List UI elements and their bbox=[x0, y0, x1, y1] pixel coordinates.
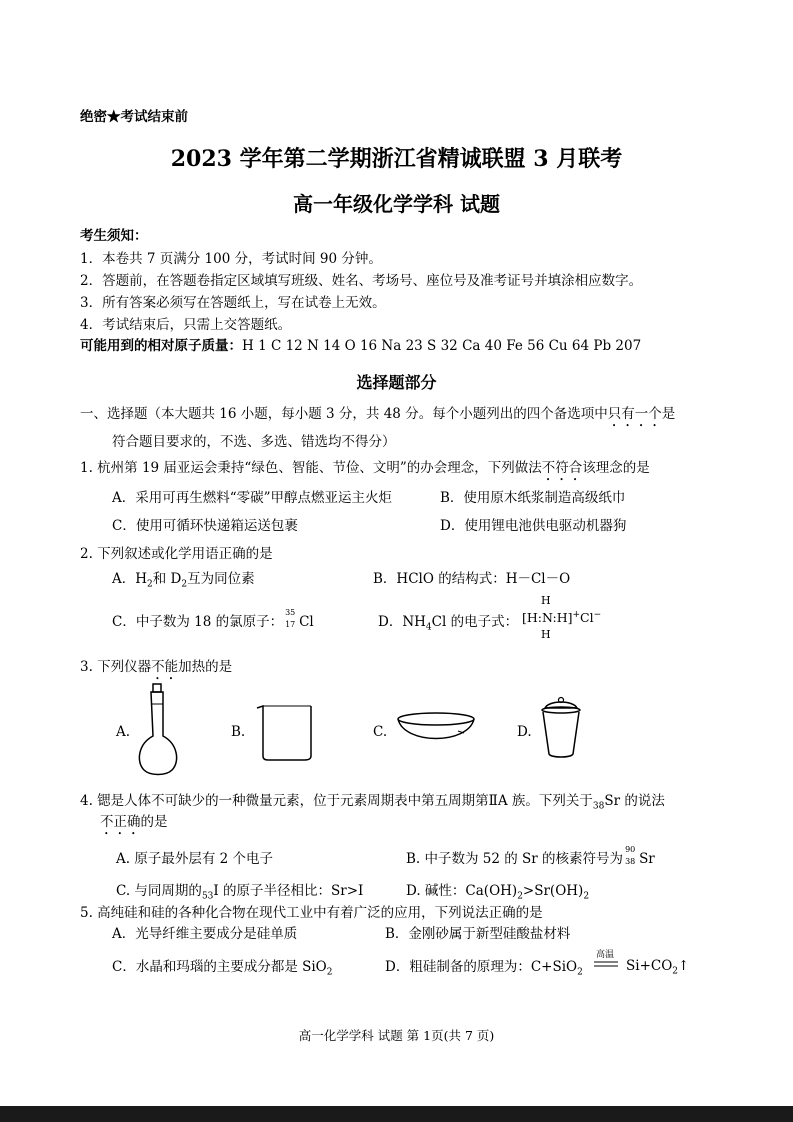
note-item: 1．本卷共 7 页满分 100 分，考试时间 90 分钟。 bbox=[80, 251, 382, 267]
q4-d-sub: 2 bbox=[517, 891, 523, 902]
q2-d-sub: 4 bbox=[425, 622, 432, 633]
section-intro-text-end: 是 bbox=[661, 406, 676, 422]
nuclide-notation bbox=[623, 845, 639, 866]
q5-option-b: B．金刚砂属于新型硅酸盐材料 bbox=[385, 926, 571, 942]
q2-c-text: C．中子数为 18 的氯原子： bbox=[112, 614, 284, 630]
q4-stem-line2 bbox=[100, 810, 168, 838]
electron-formula-bottom-h: H bbox=[541, 628, 551, 641]
q5-d-product bbox=[626, 958, 689, 977]
confidential-mark: 绝密★考试结束前 bbox=[80, 109, 188, 125]
q4-c-sub: 53 bbox=[201, 891, 214, 902]
q2-a-text-mid: 和 D bbox=[152, 571, 182, 587]
q1-stem-emphasis: 不符合 bbox=[541, 460, 583, 476]
q3-label-b: B. bbox=[231, 724, 246, 740]
q3-stem bbox=[80, 655, 232, 683]
q1-option-b: B．使用原木纸浆制造高级纸巾 bbox=[440, 490, 626, 506]
note-item: 2．答题前，在答题卷指定区域填写班级、姓名、考场号、座位号及准考证号并填涂相应数字。 bbox=[80, 273, 643, 289]
q2-d-text: D．NH bbox=[378, 614, 426, 630]
electron-formula-core: [H:N:H] bbox=[522, 610, 573, 626]
q5-d-sub: 2 bbox=[577, 967, 583, 978]
q4-d-text-mid: >Sr(OH) bbox=[522, 883, 584, 899]
q2-a-sub: 2 bbox=[147, 579, 153, 590]
q2-a-sub2: 2 bbox=[181, 579, 188, 590]
gas-arrow: ↑ bbox=[678, 958, 690, 974]
q5-c-sub: 2 bbox=[326, 967, 333, 978]
q1-stem-text: 1. 杭州第 19 届亚运会秉持“绿色、智能、节俭、文明”的办会理念，下列做法 bbox=[80, 460, 542, 476]
electron-formula-top-h: H bbox=[541, 594, 551, 607]
note-item: 3．所有答案必须写在答题纸上，写在试卷上无效。 bbox=[80, 295, 386, 311]
q3-stem-end: 加热的是 bbox=[178, 659, 233, 675]
q4-stem-emphasis: 不正确 bbox=[100, 814, 141, 830]
atomic-number: 17 bbox=[285, 620, 296, 629]
q4-stem-sub: 38 bbox=[592, 801, 605, 812]
q5-c-text: C．水晶和玛瑙的主要成分都是 SiO bbox=[112, 959, 327, 975]
q4-option-d bbox=[406, 879, 589, 902]
electron-formula bbox=[522, 610, 601, 625]
atomic-number: 38 bbox=[625, 857, 636, 866]
volumetric-flask-icon bbox=[136, 682, 180, 778]
atomic-mass-values: H 1 C 12 N 14 O 16 Na 23 S 32 Ca 40 Fe 56 Cu 64 Pb 207 bbox=[242, 338, 642, 354]
q1-option-d: D．使用锂电池供电驱动机器狗 bbox=[440, 518, 627, 534]
q4-stem bbox=[80, 789, 665, 812]
q5-option-d bbox=[385, 955, 583, 978]
reaction-condition: 高温 bbox=[596, 950, 615, 960]
nuclide-notation bbox=[283, 608, 299, 629]
q3-label-c: C. bbox=[373, 724, 388, 740]
q5-option-c bbox=[112, 955, 333, 978]
q4-d-text: D. 碱性：Ca(OH) bbox=[406, 883, 518, 899]
reaction-equals-icon bbox=[594, 961, 618, 967]
anion-charge: − bbox=[593, 610, 602, 620]
q4-option-c bbox=[116, 879, 363, 902]
q3-label-a: A. bbox=[116, 724, 131, 740]
q2-stem: 2. 下列叙述或化学用语正确的是 bbox=[80, 546, 273, 562]
anion-symbol: Cl bbox=[580, 610, 594, 626]
mass-number: 35 bbox=[285, 608, 296, 617]
cation-charge: + bbox=[572, 610, 581, 620]
atomic-mass-label: 可能用到的相对原子质量： bbox=[80, 338, 242, 354]
section-intro-text: 一、选择题（本大题共 16 小题，每小题 3 分，共 48 分。每个小题列出的四个备选项中 bbox=[80, 406, 608, 422]
q2-d-text-mid: Cl 的电子式： bbox=[431, 614, 519, 630]
q5-option-a: A．光导纤维主要成分是硅单质 bbox=[112, 926, 298, 942]
q4-option-b bbox=[406, 847, 655, 867]
exam-subtitle: 高一年级化学学科 试题 bbox=[293, 192, 500, 216]
q1-stem-end: 该理念的是 bbox=[582, 460, 650, 476]
q5-d-text: D．粗硅制备的原理为：C+SiO bbox=[385, 959, 578, 975]
q2-option-c bbox=[112, 610, 314, 630]
q1-stem bbox=[80, 456, 650, 484]
beaker-icon bbox=[255, 704, 317, 762]
q2-option-d bbox=[378, 610, 518, 633]
q2-a-text-end: 互为同位素 bbox=[187, 571, 255, 587]
q3-label-d: D. bbox=[517, 724, 532, 740]
crucible-icon bbox=[539, 696, 583, 760]
q5-stem: 5. 高纯硅和硅的各种化合物在现代工业中有着广泛的应用，下列说法正确的是 bbox=[80, 905, 543, 921]
section-title: 选择题部分 bbox=[356, 373, 437, 392]
q4-b-text: B. 中子数为 52 的 Sr 的核素符号为 bbox=[406, 851, 624, 867]
element-symbol: Cl bbox=[299, 614, 314, 630]
page-footer: 高一化学学科 试题 第 1页(共 7 页) bbox=[298, 1028, 495, 1043]
q4-option-a: A. 原子最外层有 2 个电子 bbox=[116, 851, 274, 867]
scan-bottom-border bbox=[0, 1106, 793, 1122]
q3-stem-text: 3. 下列仪器 bbox=[80, 659, 152, 675]
q5-d-product-text: Si+CO bbox=[626, 958, 673, 974]
q2-option-a bbox=[112, 567, 255, 590]
element-symbol: Sr bbox=[639, 851, 655, 867]
q2-option-b: B．HClO 的结构式：H－Cl－O bbox=[373, 571, 571, 587]
q4-stem-text-b: Sr 的说法 bbox=[604, 793, 665, 809]
q4-stem-text: 4. 锶是人体不可缺少的一种微量元素，位于元素周期表中第五周期第ⅡA 族。下列关于 bbox=[80, 793, 593, 809]
section-intro bbox=[80, 402, 675, 430]
mass-number: 90 bbox=[625, 845, 636, 854]
notes-heading: 考生须知： bbox=[80, 228, 148, 244]
note-item: 4．考试结束后，只需上交答题纸。 bbox=[80, 317, 292, 333]
atomic-mass-line bbox=[80, 334, 641, 354]
q4-stem-end: 的是 bbox=[140, 814, 168, 830]
q4-c-text: C. 与同周期的 bbox=[116, 883, 202, 899]
q4-d-sub2: 2 bbox=[583, 891, 590, 902]
q5-d-product-sub: 2 bbox=[672, 966, 679, 977]
q2-a-text: A．H bbox=[112, 571, 148, 587]
section-intro-line2: 符合题目要求的，不选、多选、错选均不得分） bbox=[112, 434, 396, 450]
q4-c-text-end: I 的原子半径相比：Sr>I bbox=[213, 883, 364, 899]
evaporating-dish-icon bbox=[396, 711, 476, 747]
section-intro-emphasis: 只有一个 bbox=[607, 406, 662, 422]
q1-option-a: A．采用可再生燃料“零碳”甲醇点燃亚运主火炬 bbox=[112, 490, 393, 506]
q3-stem-emphasis: 不能 bbox=[151, 659, 179, 675]
q1-option-c: C．使用可循环快递箱运送包裹 bbox=[112, 518, 298, 534]
exam-title: 2023 学年第二学期浙江省精诚联盟 3 月联考 bbox=[170, 146, 623, 172]
